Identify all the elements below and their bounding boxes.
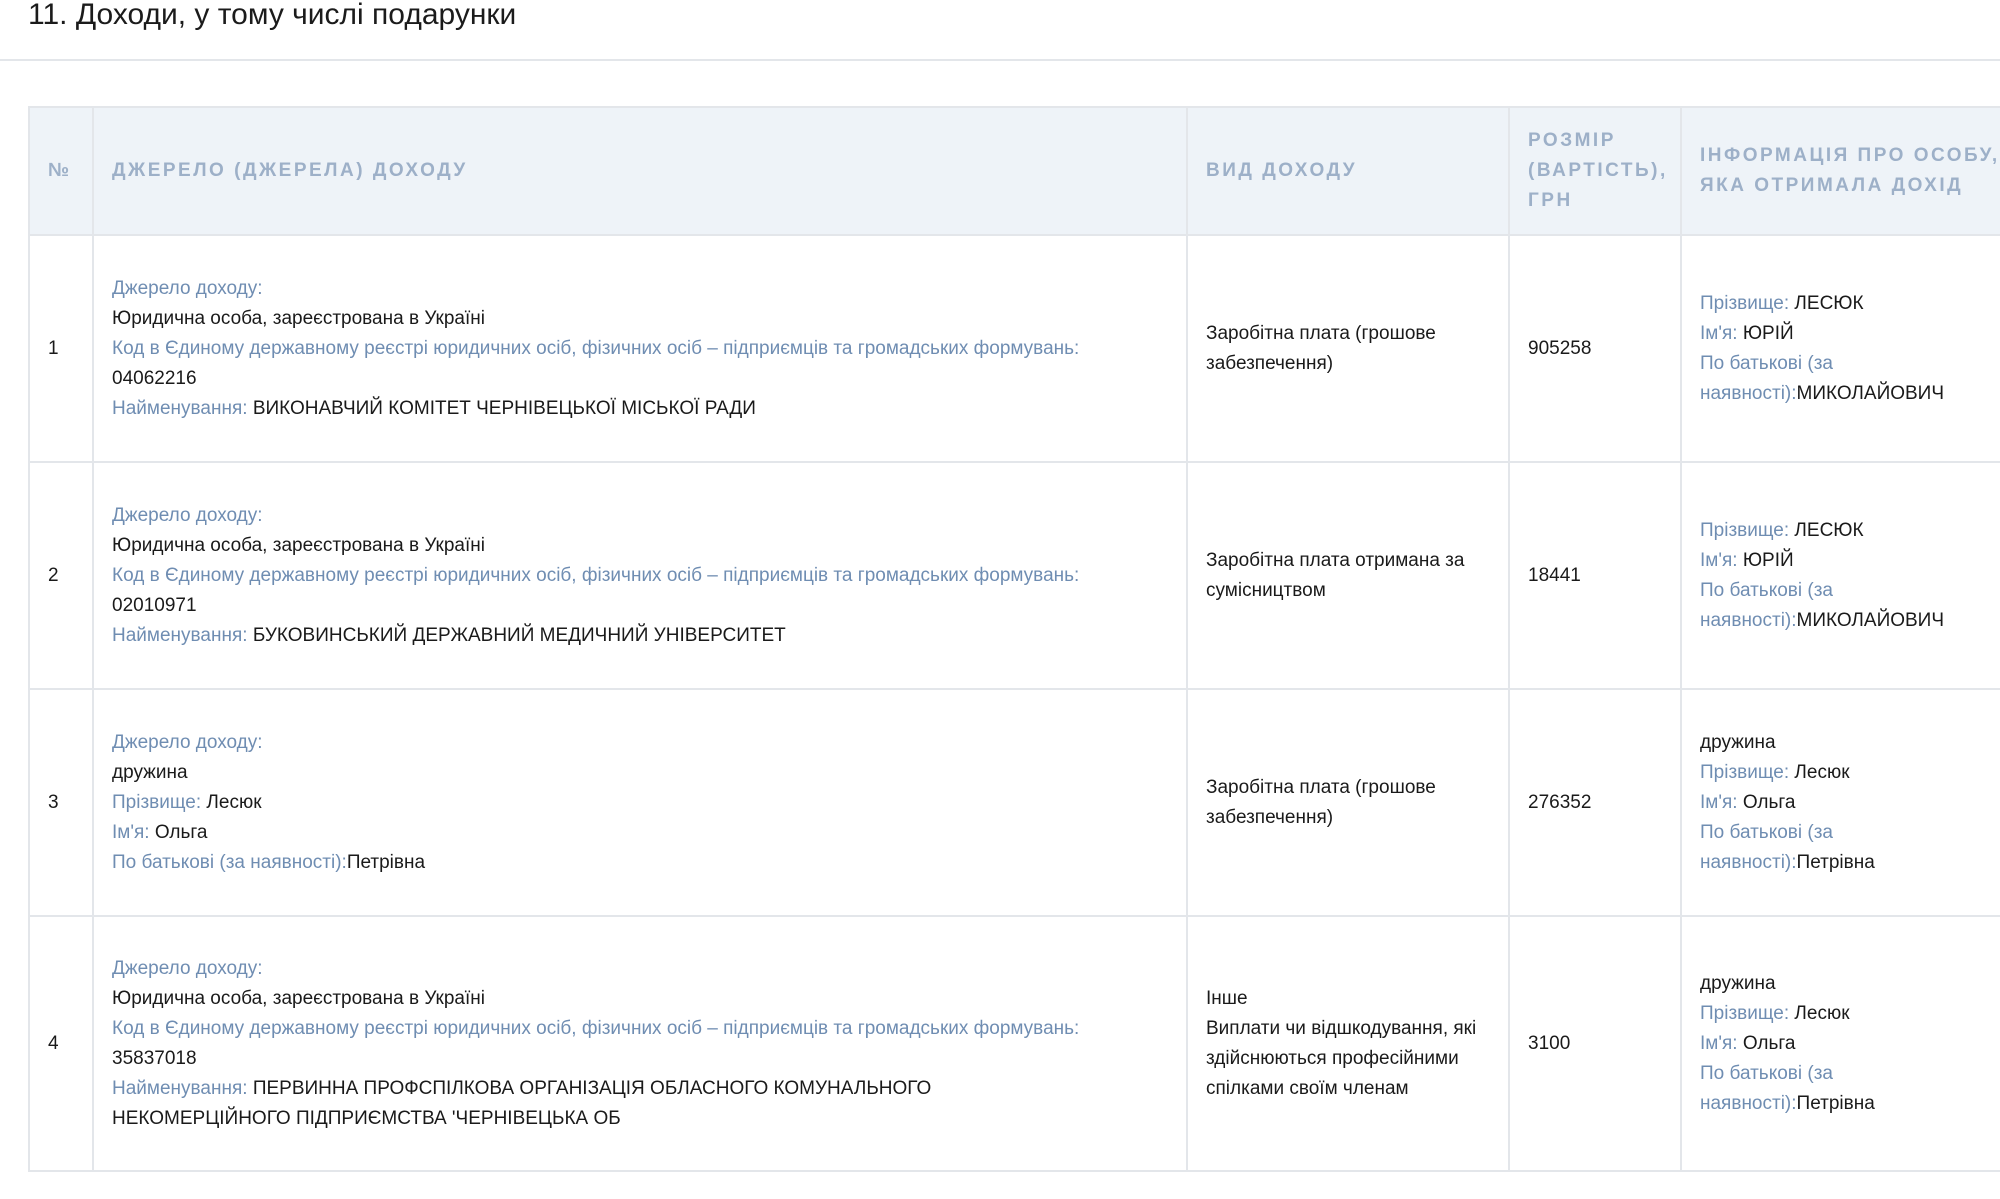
income-source-cell bbox=[93, 235, 1187, 462]
patronymic-label: По батькові (за наявності): bbox=[1700, 1062, 1833, 1114]
section-title: 11. Доходи, у тому числі подарунки bbox=[28, 0, 517, 31]
source-label: Джерело доходу: bbox=[112, 277, 263, 299]
income-type: Інше bbox=[1206, 987, 1248, 1009]
amount-cell: 18441 bbox=[1509, 462, 1681, 689]
table-row bbox=[29, 235, 2000, 462]
given-name-label: Ім'я: bbox=[1700, 549, 1738, 571]
source-patronymic: Петрівна bbox=[346, 851, 426, 873]
table-row bbox=[29, 916, 2000, 1171]
given-name-label: Ім'я: bbox=[1700, 1032, 1738, 1054]
recipient-patronymic: Петрівна bbox=[1796, 1092, 1875, 1114]
recipient-cell bbox=[1681, 916, 2000, 1171]
income-type-cell: Заробітна плата отримана за сумісництвом bbox=[1187, 462, 1509, 689]
given-name-label: Ім'я: bbox=[1700, 791, 1738, 813]
header-recipient: ІНФОРМАЦІЯ ПРО ОСОБУ, ЯКА ОТРИМАЛА ДОХІД bbox=[1681, 107, 2000, 235]
recipient-cell bbox=[1681, 235, 2000, 462]
registry-code: 35837018 bbox=[112, 1047, 197, 1069]
income-source-cell bbox=[93, 462, 1187, 689]
recipient-given-name: ЮРІЙ bbox=[1742, 549, 1794, 571]
recipient-surname: Лесюк bbox=[1794, 1002, 1850, 1024]
org-name: ВИКОНАВЧИЙ КОМІТЕТ ЧЕРНІВЕЦЬКОЇ МІСЬКОЇ РАДИ bbox=[252, 397, 756, 419]
source-given-name: Ольга bbox=[154, 821, 208, 843]
patronymic-label: По батькові (за наявності): bbox=[1700, 579, 1833, 631]
recipient-patronymic: МИКОЛАЙОВИЧ bbox=[1796, 609, 1945, 631]
source-relation: дружина bbox=[112, 761, 188, 783]
source-label: Джерело доходу: bbox=[112, 504, 263, 526]
recipient-patronymic: Петрівна bbox=[1796, 851, 1875, 873]
org-name-label: Найменування: bbox=[112, 1077, 248, 1099]
source-type: Юридична особа, зареєстрована в Україні bbox=[112, 307, 485, 329]
income-type-cell: Заробітна плата (грошове забезпечення) bbox=[1187, 689, 1509, 916]
surname-label: Прізвище: bbox=[1700, 519, 1790, 541]
surname-label: Прізвище: bbox=[1700, 1002, 1790, 1024]
recipient-cell bbox=[1681, 689, 2000, 916]
recipient-given-name: Ольга bbox=[1742, 1032, 1796, 1054]
registry-code-label: Код в Єдиному державному реєстрі юридичних осіб, фізичних осіб – підприємців та громадських формувань: bbox=[112, 564, 1080, 586]
given-name-label: Ім'я: bbox=[112, 821, 150, 843]
amount-cell: 3100 bbox=[1509, 916, 1681, 1171]
registry-code-label: Код в Єдиному державному реєстрі юридичних осіб, фізичних осіб – підприємців та громадських формувань: bbox=[112, 1017, 1080, 1039]
table-row bbox=[29, 462, 2000, 689]
income-table-wrapper bbox=[28, 106, 2000, 1172]
header-income-type: ВИД ДОХОДУ bbox=[1187, 107, 1509, 235]
patronymic-label: По батькові (за наявності): bbox=[112, 851, 347, 873]
income-source-cell bbox=[93, 689, 1187, 916]
source-label: Джерело доходу: bbox=[112, 957, 263, 979]
income-type-detail: Виплати чи відшкодування, які здійснюються професійними спілками своїм членам bbox=[1206, 1017, 1477, 1099]
registry-code-label: Код в Єдиному державному реєстрі юридичних осіб, фізичних осіб – підприємців та громадських формувань: bbox=[112, 337, 1080, 359]
recipient-patronymic: МИКОЛАЙОВИЧ bbox=[1796, 382, 1945, 404]
recipient-surname: ЛЕСЮК bbox=[1794, 292, 1864, 314]
recipient-surname: Лесюк bbox=[1794, 761, 1850, 783]
surname-label: Прізвище: bbox=[1700, 292, 1790, 314]
recipient-given-name: ЮРІЙ bbox=[1742, 322, 1794, 344]
recipient-given-name: Ольга bbox=[1742, 791, 1796, 813]
patronymic-label: По батькові (за наявності): bbox=[1700, 352, 1833, 404]
org-name: БУКОВИНСЬКИЙ ДЕРЖАВНИЙ МЕДИЧНИЙ УНІВЕРСИТЕТ bbox=[252, 624, 786, 646]
income-type-cell bbox=[1187, 916, 1509, 1171]
org-name: ПЕРВИННА ПРОФСПІЛКОВА ОРГАНІЗАЦІЯ ОБЛАСНОГО КОМУНАЛЬНОГО НЕКОМЕРЦІЙНОГО ПІДПРИЄМСТВА 'ЧЕРНІВЕЦЬКА ОБ bbox=[112, 1077, 932, 1129]
income-table bbox=[28, 106, 2000, 1172]
header-number: № bbox=[29, 107, 93, 235]
org-name-label: Найменування: bbox=[112, 624, 248, 646]
source-type: Юридична особа, зареєстрована в Україні bbox=[112, 987, 485, 1009]
recipient-cell bbox=[1681, 462, 2000, 689]
recipient-relation: дружина bbox=[1700, 972, 1776, 994]
surname-label: Прізвище: bbox=[112, 791, 202, 813]
recipient-surname: ЛЕСЮК bbox=[1794, 519, 1864, 541]
row-number: 1 bbox=[29, 235, 93, 462]
amount-cell: 905258 bbox=[1509, 235, 1681, 462]
surname-label: Прізвище: bbox=[1700, 761, 1790, 783]
header-source: ДЖЕРЕЛО (ДЖЕРЕЛА) ДОХОДУ bbox=[93, 107, 1187, 235]
section-divider bbox=[0, 59, 2000, 61]
source-type: Юридична особа, зареєстрована в Україні bbox=[112, 534, 485, 556]
patronymic-label: По батькові (за наявності): bbox=[1700, 821, 1833, 873]
org-name-label: Найменування: bbox=[112, 397, 248, 419]
registry-code: 04062216 bbox=[112, 367, 197, 389]
source-surname: Лесюк bbox=[206, 791, 262, 813]
amount-cell: 276352 bbox=[1509, 689, 1681, 916]
row-number: 3 bbox=[29, 689, 93, 916]
given-name-label: Ім'я: bbox=[1700, 322, 1738, 344]
table-row bbox=[29, 689, 2000, 916]
recipient-relation: дружина bbox=[1700, 731, 1776, 753]
header-amount: РОЗМІР (ВАРТІСТЬ), ГРН bbox=[1509, 107, 1681, 235]
row-number: 2 bbox=[29, 462, 93, 689]
registry-code: 02010971 bbox=[112, 594, 197, 616]
row-number: 4 bbox=[29, 916, 93, 1171]
income-source-cell bbox=[93, 916, 1187, 1171]
source-label: Джерело доходу: bbox=[112, 731, 263, 753]
table-header-row bbox=[29, 107, 2000, 235]
income-type-cell: Заробітна плата (грошове забезпечення) bbox=[1187, 235, 1509, 462]
